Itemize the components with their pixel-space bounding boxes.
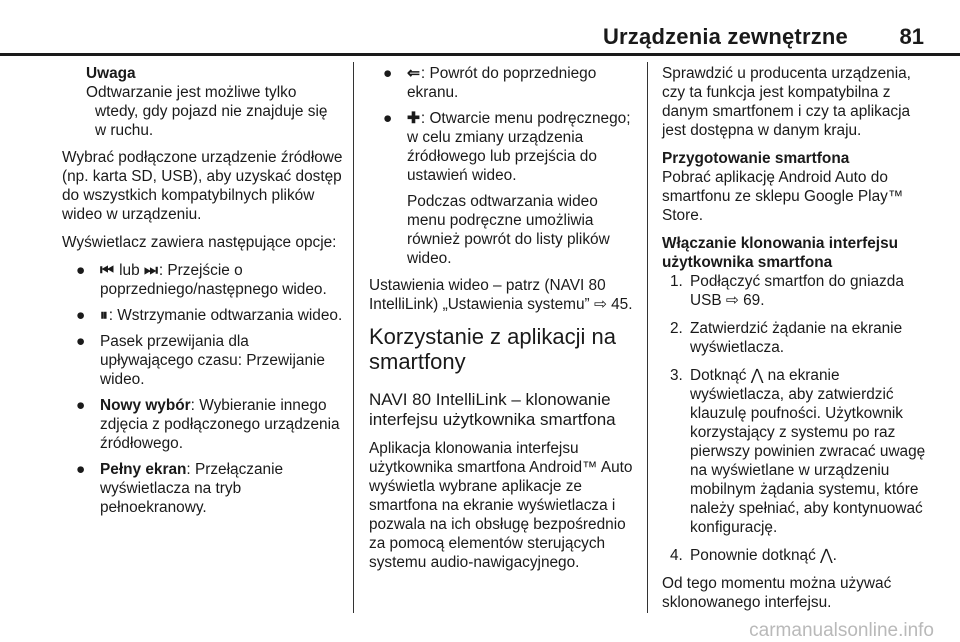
list-item [62,460,344,517]
skip-forward-icon: ⏭ [143,262,158,279]
paragraph: Wyświetlacz zawiera następujące opcje: [62,234,337,251]
column-left [62,64,344,524]
page-number: 81 [899,24,924,49]
list-item [369,64,637,102]
indented-paragraph: Podczas odtwarzania wideo menu podręczne umożliwia również powrót do listy plików wideo. [407,193,610,267]
list-item [369,109,637,185]
watermark: carmanualsonline.info [749,620,934,641]
menu-options-list [369,64,637,185]
list-item [662,272,930,310]
list-text: : Przejście o poprzedniego/następnego wideo. [100,262,327,298]
paragraph: Aplikacja klonowania interfejsu użytkownika smartfona Android™ Auto wyświetla wybrane aplikacje ze smartfona na ekranie wyświetlacza i pozwala na ich obsługę bezpośrednio za pomocą elementów sterujących systemu audio-nawigacyjnego. [369,440,633,571]
bullet-icon: ● [76,397,86,414]
list-term: Nowy wybór [100,397,191,414]
step-number: 3. [670,367,683,384]
note-box [62,64,344,140]
page-title: Urządzenia zewnętrzne [602,24,848,49]
list-item [62,396,344,453]
paragraph: Wybrać podłączone urządzenie źródłowe (np. karta SD, USB), aby uzyskać dostęp do wszystkich kompatybilnych plików wideo w urządzeniu. [62,149,343,223]
list-term: Pełny ekran [100,461,187,478]
list-item [662,366,930,537]
list-text: Pasek przewijania dla upływającego czasu: Przewijanie wideo. [100,333,325,388]
list-item [62,306,344,325]
step-text: Podłączyć smartfon do gniazda USB ⇨ 69. [690,273,904,309]
list-item [662,546,930,565]
page-header [0,0,960,58]
list-text: : Przełączanie wyświetlacza na tryb pełnoekranowy. [100,461,284,516]
bullet-icon: ● [76,461,86,478]
step-number: 2. [670,320,683,337]
paragraph: Sprawdzić u producenta urządzenia, czy ta funkcja jest kompatybilna z danym smartfonem i czy ta aplikacja jest dostępna w danym kraju. [662,65,911,139]
list-item [62,261,344,299]
column-right [662,64,930,621]
options-list [62,261,344,517]
plus-icon: ✚ [407,110,420,127]
paragraph: Pobrać aplikację Android Auto do smartfonu ze sklepu Google Play™ Store. [662,169,904,224]
skip-back-icon: ⏮ [100,262,114,279]
paragraph: Ustawienia wideo – patrz (NAVI 80 IntelliLink) „Ustawienia systemu” ⇨ 45. [369,277,633,313]
list-item [62,332,344,389]
bullet-icon: ● [76,262,86,279]
bullet-icon: ● [76,307,86,324]
list-text: lub [114,262,144,279]
list-text: : Powrót do poprzedniego ekranu. [407,65,597,101]
bullet-icon: ● [76,333,86,350]
column-middle [369,64,637,581]
back-arrow-icon: ⇐ [407,65,420,82]
bullet-icon: ● [383,110,393,127]
column-divider-1 [353,62,354,613]
step-number: 4. [670,547,683,564]
paragraph: Od tego momentu można używać sklonowanego interfejsu. [662,575,892,611]
bold-heading: Przygotowanie smartfona [662,150,850,167]
column-divider-2 [647,62,648,613]
step-text: Ponownie dotknąć ⋀. [690,547,837,564]
list-text: : Wybieranie innego zdjęcia z podłączonego urządzenia źródłowego. [100,397,340,452]
list-text: : Otwarcie menu podręcznego; w celu zmiany urządzenia źródłowego lub przejścia do ustawień wideo. [407,110,631,184]
list-item [662,319,930,357]
step-text: Dotknąć ⋀ na ekranie wyświetlacza, aby zatwierdzić klauzulę poufności. Użytkownik korzystający z systemu po raz pierwszy powinien zwracać uwagę na wyświetlane w urządzeniu mobilnym żądania systemu, które należy spełniać, aby kontynuować konfigurację. [690,367,926,536]
list-text: : Wstrzymanie odtwarzania wideo. [108,307,343,324]
section-heading: Korzystanie z aplikacji na smartfony [369,324,617,374]
step-text: Zatwierdzić żądanie na ekranie wyświetlacza. [690,320,903,356]
bullet-icon: ● [383,65,393,82]
pause-icon: ⏸ [100,307,108,324]
subsection-heading: NAVI 80 IntelliLink – klonowanie interfejsu użytkownika smartfona [369,390,616,429]
header-rule [0,53,960,56]
bold-heading: Włączanie klonowania interfejsu użytkownika smartfona [662,235,899,271]
steps-list [662,272,930,565]
step-number: 1. [670,273,683,290]
note-title: Uwaga [86,65,136,82]
note-text: Odtwarzanie jest możliwe tylko wtedy, gdy pojazd nie znajduje się w ruchu. [86,84,328,139]
